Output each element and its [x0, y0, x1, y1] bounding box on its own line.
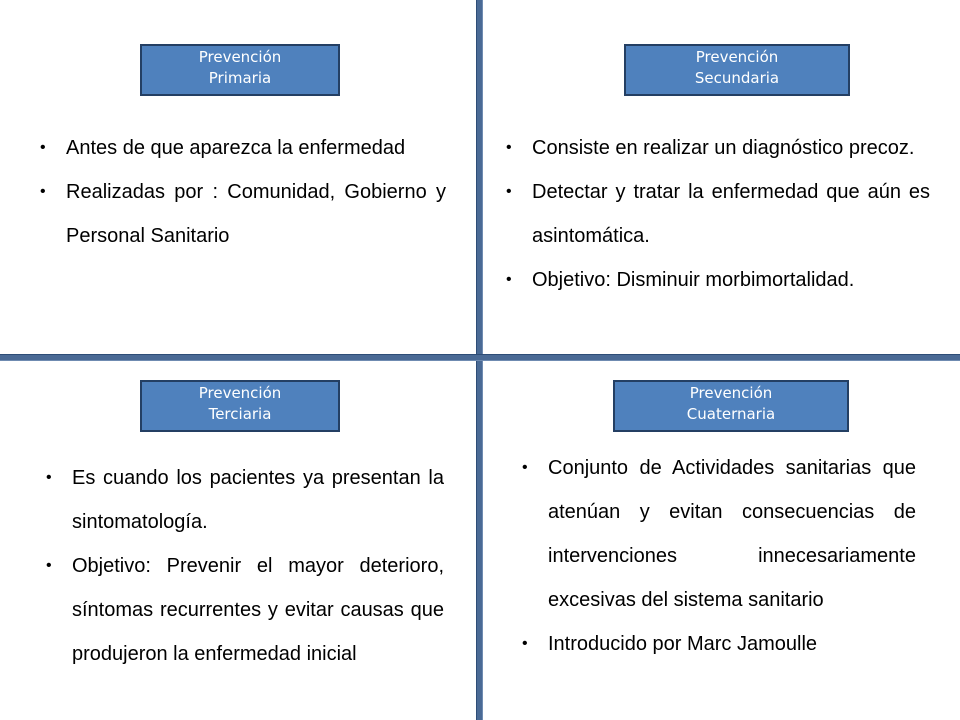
list-item: • Es cuando los pacientes ya presentan la sintomatología.	[42, 456, 444, 544]
cuaternaria-bullet-list	[518, 446, 916, 666]
list-item: • Objetivo: Disminuir morbimortalidad.	[502, 258, 930, 302]
list-item: • Conjunto de Actividades sanitarias que atenúan y evitan consecuencias de intervenciones innecesariamente excesivas del sistema sanitario	[518, 446, 916, 622]
secundaria-bullet-list	[502, 126, 930, 302]
label-line-1: Prevención	[198, 48, 282, 66]
label-prevencion-cuaternaria	[613, 380, 849, 432]
terciaria-bullet-list	[42, 456, 444, 676]
label-line-1: Prevención	[689, 384, 773, 402]
list-item: • Introducido por Marc Jamoulle	[518, 622, 916, 666]
label-line-1: Prevención	[198, 384, 282, 402]
list-item: • Consiste en realizar un diagnóstico precoz.	[502, 126, 930, 170]
label-prevencion-primaria	[140, 44, 340, 96]
label-line-2: Cuaternaria	[686, 405, 776, 423]
primaria-bullet-list	[36, 126, 446, 258]
list-item: • Objetivo: Prevenir el mayor deterioro, síntomas recurrentes y evitar causas que produjeron la enfermedad inicial	[42, 544, 444, 676]
label-line-2: Secundaria	[694, 69, 780, 87]
label-prevencion-secundaria	[624, 44, 850, 96]
label-line-2: Terciaria	[208, 405, 272, 423]
horizontal-divider	[0, 354, 960, 361]
list-item: • Antes de que aparezca la enfermedad	[36, 126, 446, 170]
list-item: • Detectar y tratar la enfermedad que aún es asintomática.	[502, 170, 930, 258]
label-line-2: Primaria	[208, 69, 272, 87]
label-prevencion-terciaria	[140, 380, 340, 432]
label-line-1: Prevención	[695, 48, 779, 66]
list-item: • Realizadas por : Comunidad, Gobierno y Personal Sanitario	[36, 170, 446, 258]
